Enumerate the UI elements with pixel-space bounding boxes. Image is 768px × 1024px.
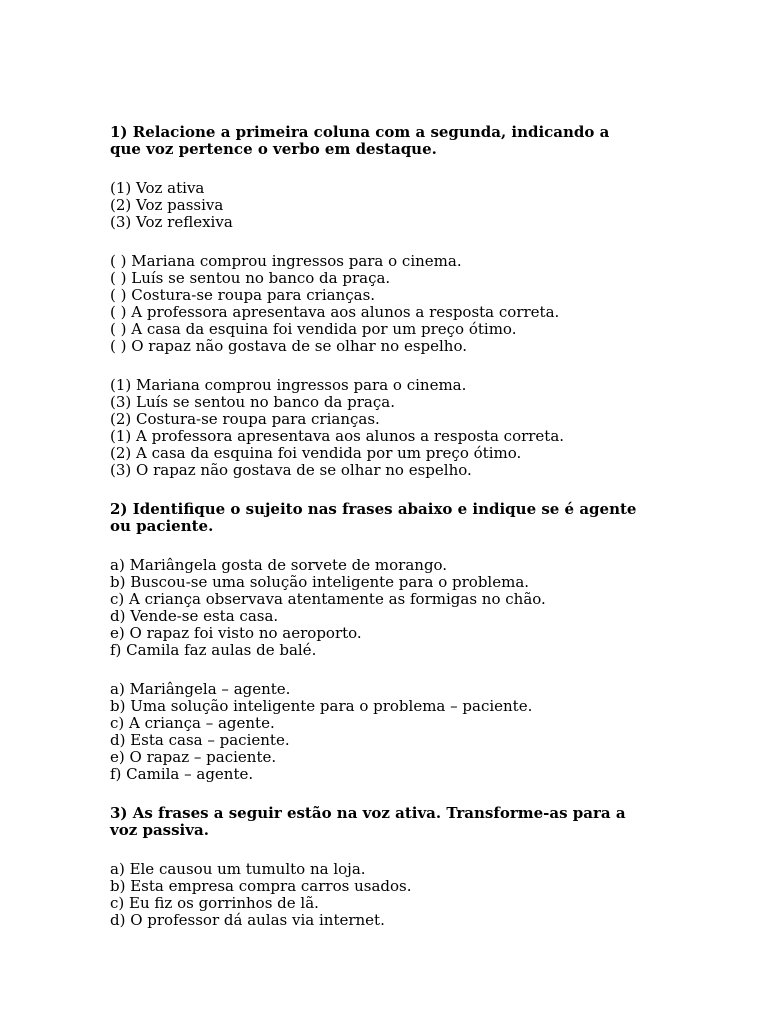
- list-item: a) Ele causou um tumulto na loja.: [110, 860, 366, 878]
- list-item: e) O rapaz foi visto no aeroporto.: [110, 624, 362, 642]
- answer-item: b) Uma solução inteligente para o problema – paciente.: [110, 697, 533, 715]
- answer-item: d) Esta casa – paciente.: [110, 731, 290, 749]
- list-item: d) O professor dá aulas via internet.: [110, 911, 385, 929]
- answer-item: (2) A casa da esquina foi vendida por um preço ótimo.: [110, 444, 522, 462]
- list-item: f) Camila faz aulas de balé.: [110, 641, 317, 659]
- question-3-items: [110, 861, 670, 929]
- question-2-title-line: 2) Identifique o sujeito nas frases abaixo e indique se é agente: [110, 500, 637, 518]
- list-item: c) Eu fiz os gorrinhos de lã.: [110, 894, 319, 912]
- voice-option: (3) Voz reflexiva: [110, 213, 233, 231]
- answer-item: (3) O rapaz não gostava de se olhar no espelho.: [110, 461, 472, 479]
- list-item: ( ) O rapaz não gostava de se olhar no espelho.: [110, 337, 467, 355]
- list-item: b) Buscou-se uma solução inteligente para o problema.: [110, 573, 530, 591]
- answer-item: a) Mariângela – agente.: [110, 680, 291, 698]
- answer-item: f) Camila – agente.: [110, 765, 254, 783]
- question-1-options: [110, 180, 670, 231]
- question-2-title: [110, 501, 670, 535]
- list-item: ( ) Costura-se roupa para crianças.: [110, 286, 376, 304]
- answer-item: (3) Luís se sentou no banco da praça.: [110, 393, 395, 411]
- question-1-items: [110, 253, 670, 355]
- question-1-title: [110, 124, 670, 158]
- question-3-title-line: voz passiva.: [110, 821, 209, 839]
- question-2-answers: [110, 681, 670, 783]
- list-item: a) Mariângela gosta de sorvete de morango.: [110, 556, 448, 574]
- question-2-title-line: ou paciente.: [110, 517, 214, 535]
- answer-item: (1) Mariana comprou ingressos para o cinema.: [110, 376, 467, 394]
- answer-item: c) A criança – agente.: [110, 714, 275, 732]
- list-item: b) Esta empresa compra carros usados.: [110, 877, 412, 895]
- answer-item: (1) A professora apresentava aos alunos a resposta correta.: [110, 427, 565, 445]
- question-2-items: [110, 557, 670, 659]
- voice-option: (2) Voz passiva: [110, 196, 224, 214]
- list-item: ( ) Mariana comprou ingressos para o cinema.: [110, 252, 462, 270]
- list-item: ( ) A professora apresentava aos alunos a resposta correta.: [110, 303, 560, 321]
- answer-item: e) O rapaz – paciente.: [110, 748, 277, 766]
- list-item: d) Vende-se esta casa.: [110, 607, 279, 625]
- list-item: ( ) A casa da esquina foi vendida por um preço ótimo.: [110, 320, 517, 338]
- question-1-answers: [110, 377, 670, 479]
- voice-option: (1) Voz ativa: [110, 179, 205, 197]
- question-3-title-line: 3) As frases a seguir estão na voz ativa. Transforme-as para a: [110, 804, 626, 822]
- document-page: [110, 124, 670, 929]
- question-1-title-line: que voz pertence o verbo em destaque.: [110, 140, 437, 158]
- answer-item: (2) Costura-se roupa para crianças.: [110, 410, 380, 428]
- question-3-title: [110, 805, 670, 839]
- question-1-title-line: 1) Relacione a primeira coluna com a segunda, indicando a: [110, 123, 610, 141]
- list-item: c) A criança observava atentamente as formigas no chão.: [110, 590, 546, 608]
- list-item: ( ) Luís se sentou no banco da praça.: [110, 269, 391, 287]
